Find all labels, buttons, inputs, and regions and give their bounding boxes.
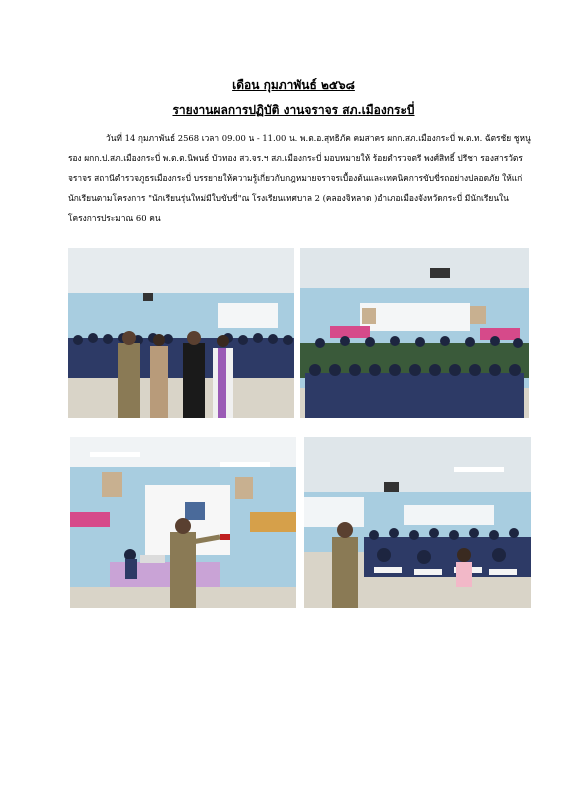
photo-classroom-students	[304, 437, 531, 608]
report-title: รายงานผลการปฏิบัติ งานจราจร สภ.เมืองกระบี่	[172, 103, 415, 117]
report-paragraph: วันที่ 14 กุมภาพันธ์ 2568 เวลา 09.00 น - 11.00 น. พ.ต.อ.สุทธิภัค คมสาคร ผกก.สภ.เมืองกระบี่ พ.ต.ท. ฉัตรชัย ชูหนู รอง ผกก.ป.สภ.เมืองกระบี่ พ.ต.ต.นิพนธ์ บัวทอง สว.จร.ฯ สภ.เมืองกระบี่ มอบหมายให้ ร้อยตำรวจตรี พงศ์สิทธิ์ ปรีชา รองสารวัตรจราจร สถานีตำรวจภูธรเมืองกระบี่ บรรยายให้ความรู้เกี่ยวกับกฎหมายจราจรเบื้องต้นและเทคนิคการขับขี่รถอย่างปลอดภัย ให้แก่นักเรียนตามโครงการ "นักเรียนรุ่นใหม่มีใบขับขี่"ณ โรงเรียนเทศบาล 2 (คลองจิหลาด )อำเภอเมืองจังหวัดกระบี่ มีนักเรียนในโครงการประมาณ 60 คน	[68, 133, 531, 223]
report-body	[68, 128, 532, 228]
month-heading: เดือน กุมภาพันธ์ ๒๕๖๘	[232, 78, 355, 92]
photo-lecture-projector	[70, 437, 296, 608]
photo-group-officers	[68, 248, 294, 418]
photo-group-students	[300, 248, 529, 418]
